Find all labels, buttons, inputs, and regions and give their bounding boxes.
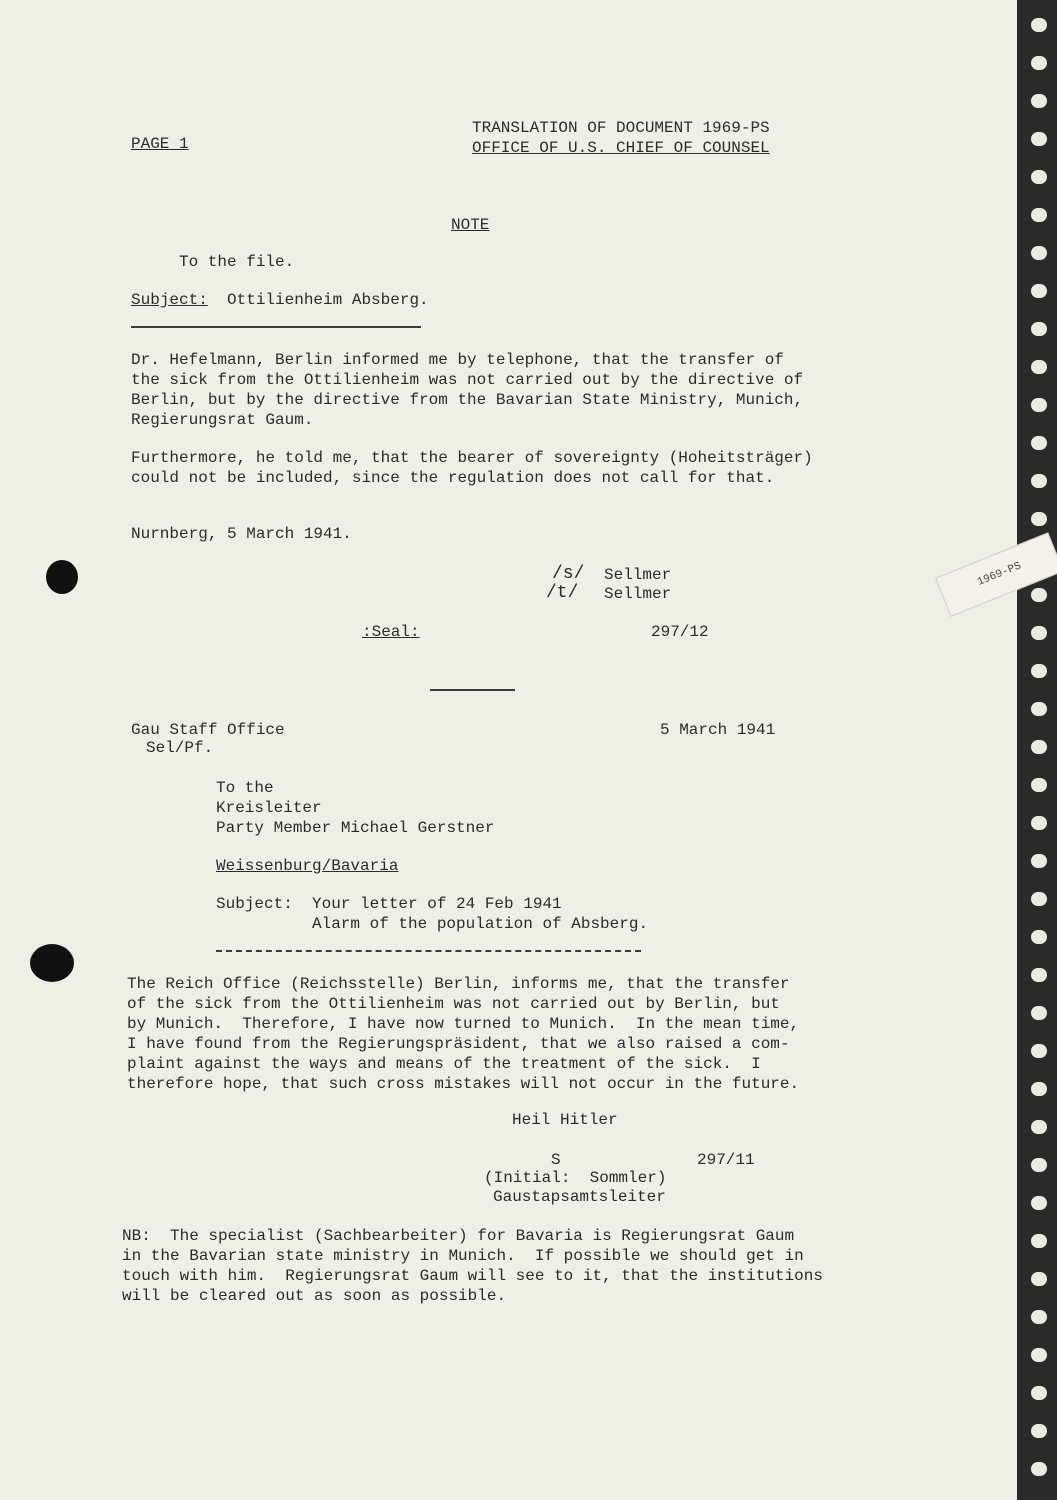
letter-from-line-2: Sel/Pf. [146, 739, 214, 757]
note-title: NOTE [451, 216, 490, 234]
text-line: Furthermore, he told me, that the bearer of sovereignty (Hoheitsträger) [131, 449, 813, 467]
sig-t-name: Sellmer [604, 585, 672, 603]
subject-rule [131, 326, 421, 328]
binder-hole [1031, 626, 1047, 640]
binder-hole [1031, 170, 1047, 184]
text-line: Berlin, but by the directive from the Bavarian State Ministry, Munich, [131, 391, 804, 409]
letter-subject-line-2: Alarm of the population of Absberg. [312, 915, 649, 933]
letter-subject-line-1: Your letter of 24 Feb 1941 [312, 895, 562, 913]
binder-hole [1031, 1272, 1047, 1286]
binder-hole [1031, 360, 1047, 374]
binder-hole [1031, 1082, 1047, 1096]
note-subject-value: Ottilienheim Absberg. [227, 291, 429, 309]
text-line: plaint against the ways and means of the treatment of the sick. I [127, 1055, 761, 1073]
note-ref: 297/12 [651, 623, 709, 641]
note-to: To the file. [179, 253, 295, 271]
letter-recipient [216, 778, 494, 838]
letter-closing: Heil Hitler [512, 1111, 618, 1129]
binder-strip [1017, 0, 1057, 1500]
binder-hole [1031, 1348, 1047, 1362]
binder-hole [1031, 1386, 1047, 1400]
letter-date: 5 March 1941 [660, 721, 776, 739]
text-line: Party Member Michael Gerstner [216, 819, 495, 837]
binder-hole [1031, 1234, 1047, 1248]
text-line: the sick from the Ottilienheim was not carried out by the directive of [131, 371, 804, 389]
binder-hole [1031, 778, 1047, 792]
binder-hole [1031, 398, 1047, 412]
binder-hole [1031, 1006, 1047, 1020]
binder-hole [1031, 284, 1047, 298]
binder-hole [1031, 1424, 1047, 1438]
text-line: Dr. Hefelmann, Berlin informed me by telephone, that the transfer of [131, 351, 784, 369]
text-line: therefore hope, that such cross mistakes will not occur in the future. [127, 1075, 800, 1093]
sig-s-name: Sellmer [604, 566, 672, 584]
text-line: of the sick from the Ottilienheim was not carried out by Berlin, but [127, 995, 780, 1013]
binder-hole [1031, 816, 1047, 830]
text-line: To the [216, 779, 274, 797]
text-line: by Munich. Therefore, I have now turned to Munich. In the mean time, [127, 1015, 800, 1033]
letter-from-line-1: Gau Staff Office [131, 721, 285, 739]
letter-ref: 297/11 [697, 1151, 755, 1169]
binder-hole [1031, 474, 1047, 488]
seal-label: :Seal: [362, 623, 420, 641]
binder-hole [1031, 436, 1047, 450]
nb-paragraph [122, 1226, 823, 1306]
sig-s-mark: /s/ [552, 564, 585, 584]
subject-dashed-rule [216, 950, 641, 952]
exhibit-tag: 1969-PS [935, 532, 1057, 617]
binder-hole [1031, 94, 1047, 108]
note-subject [131, 290, 429, 310]
letter-initial-line: (Initial: Sommler) [484, 1169, 667, 1187]
binder-hole [1031, 968, 1047, 982]
note-subject-label: Subject: [131, 291, 208, 309]
letter-place: Weissenburg/Bavaria [216, 857, 399, 875]
text-line: NB: The specialist (Sachbearbeiter) for Bavaria is Regierungsrat Gaum [122, 1227, 795, 1245]
binder-hole [1031, 702, 1047, 716]
binder-hole [1031, 740, 1047, 754]
binder-hole [1031, 56, 1047, 70]
binder-hole [1031, 1310, 1047, 1324]
punch-hole [30, 944, 74, 982]
binder-hole [1031, 512, 1047, 526]
text-line: could not be included, since the regulation does not call for that. [131, 469, 775, 487]
binder-hole [1031, 854, 1047, 868]
letter-body [127, 974, 799, 1094]
punch-hole [46, 560, 78, 594]
binder-hole [1031, 1462, 1047, 1476]
binder-hole [1031, 664, 1047, 678]
text-line: Regierungsrat Gaum. [131, 411, 314, 429]
note-paragraph-2 [131, 448, 813, 488]
translation-line: TRANSLATION OF DOCUMENT 1969-PS [472, 119, 770, 137]
binder-hole [1031, 246, 1047, 260]
page-label: PAGE 1 [131, 135, 189, 153]
binder-hole [1031, 1158, 1047, 1172]
binder-hole [1031, 208, 1047, 222]
binder-hole [1031, 892, 1047, 906]
binder-hole [1031, 1196, 1047, 1210]
note-paragraph-1 [131, 350, 803, 430]
text-line: I have found from the Regierungspräsident, that we also raised a com- [127, 1035, 790, 1053]
note-place-date: Nurnberg, 5 March 1941. [131, 525, 352, 543]
text-line: Kreisleiter [216, 799, 322, 817]
binder-hole [1031, 930, 1047, 944]
binder-hole [1031, 18, 1047, 32]
text-line: The Reich Office (Reichsstelle) Berlin, informs me, that the transfer [127, 975, 790, 993]
sig-t-mark: /t/ [546, 583, 579, 603]
binder-hole [1031, 588, 1047, 602]
letter-title: Gaustapsamtsleiter [493, 1188, 666, 1206]
office-line: OFFICE OF U.S. CHIEF OF COUNSEL [472, 139, 770, 157]
text-line: in the Bavarian state ministry in Munich. If possible we should get in [122, 1247, 804, 1265]
binder-hole [1031, 1120, 1047, 1134]
binder-hole [1031, 322, 1047, 336]
text-line: will be cleared out as soon as possible. [122, 1287, 507, 1305]
letter-subject-label: Subject: [216, 895, 293, 913]
binder-hole [1031, 1044, 1047, 1058]
letter-initial-s: S [551, 1151, 561, 1169]
binder-hole [1031, 132, 1047, 146]
section-divider [430, 689, 515, 691]
text-line: touch with him. Regierungsrat Gaum will see to it, that the institutions [122, 1267, 823, 1285]
